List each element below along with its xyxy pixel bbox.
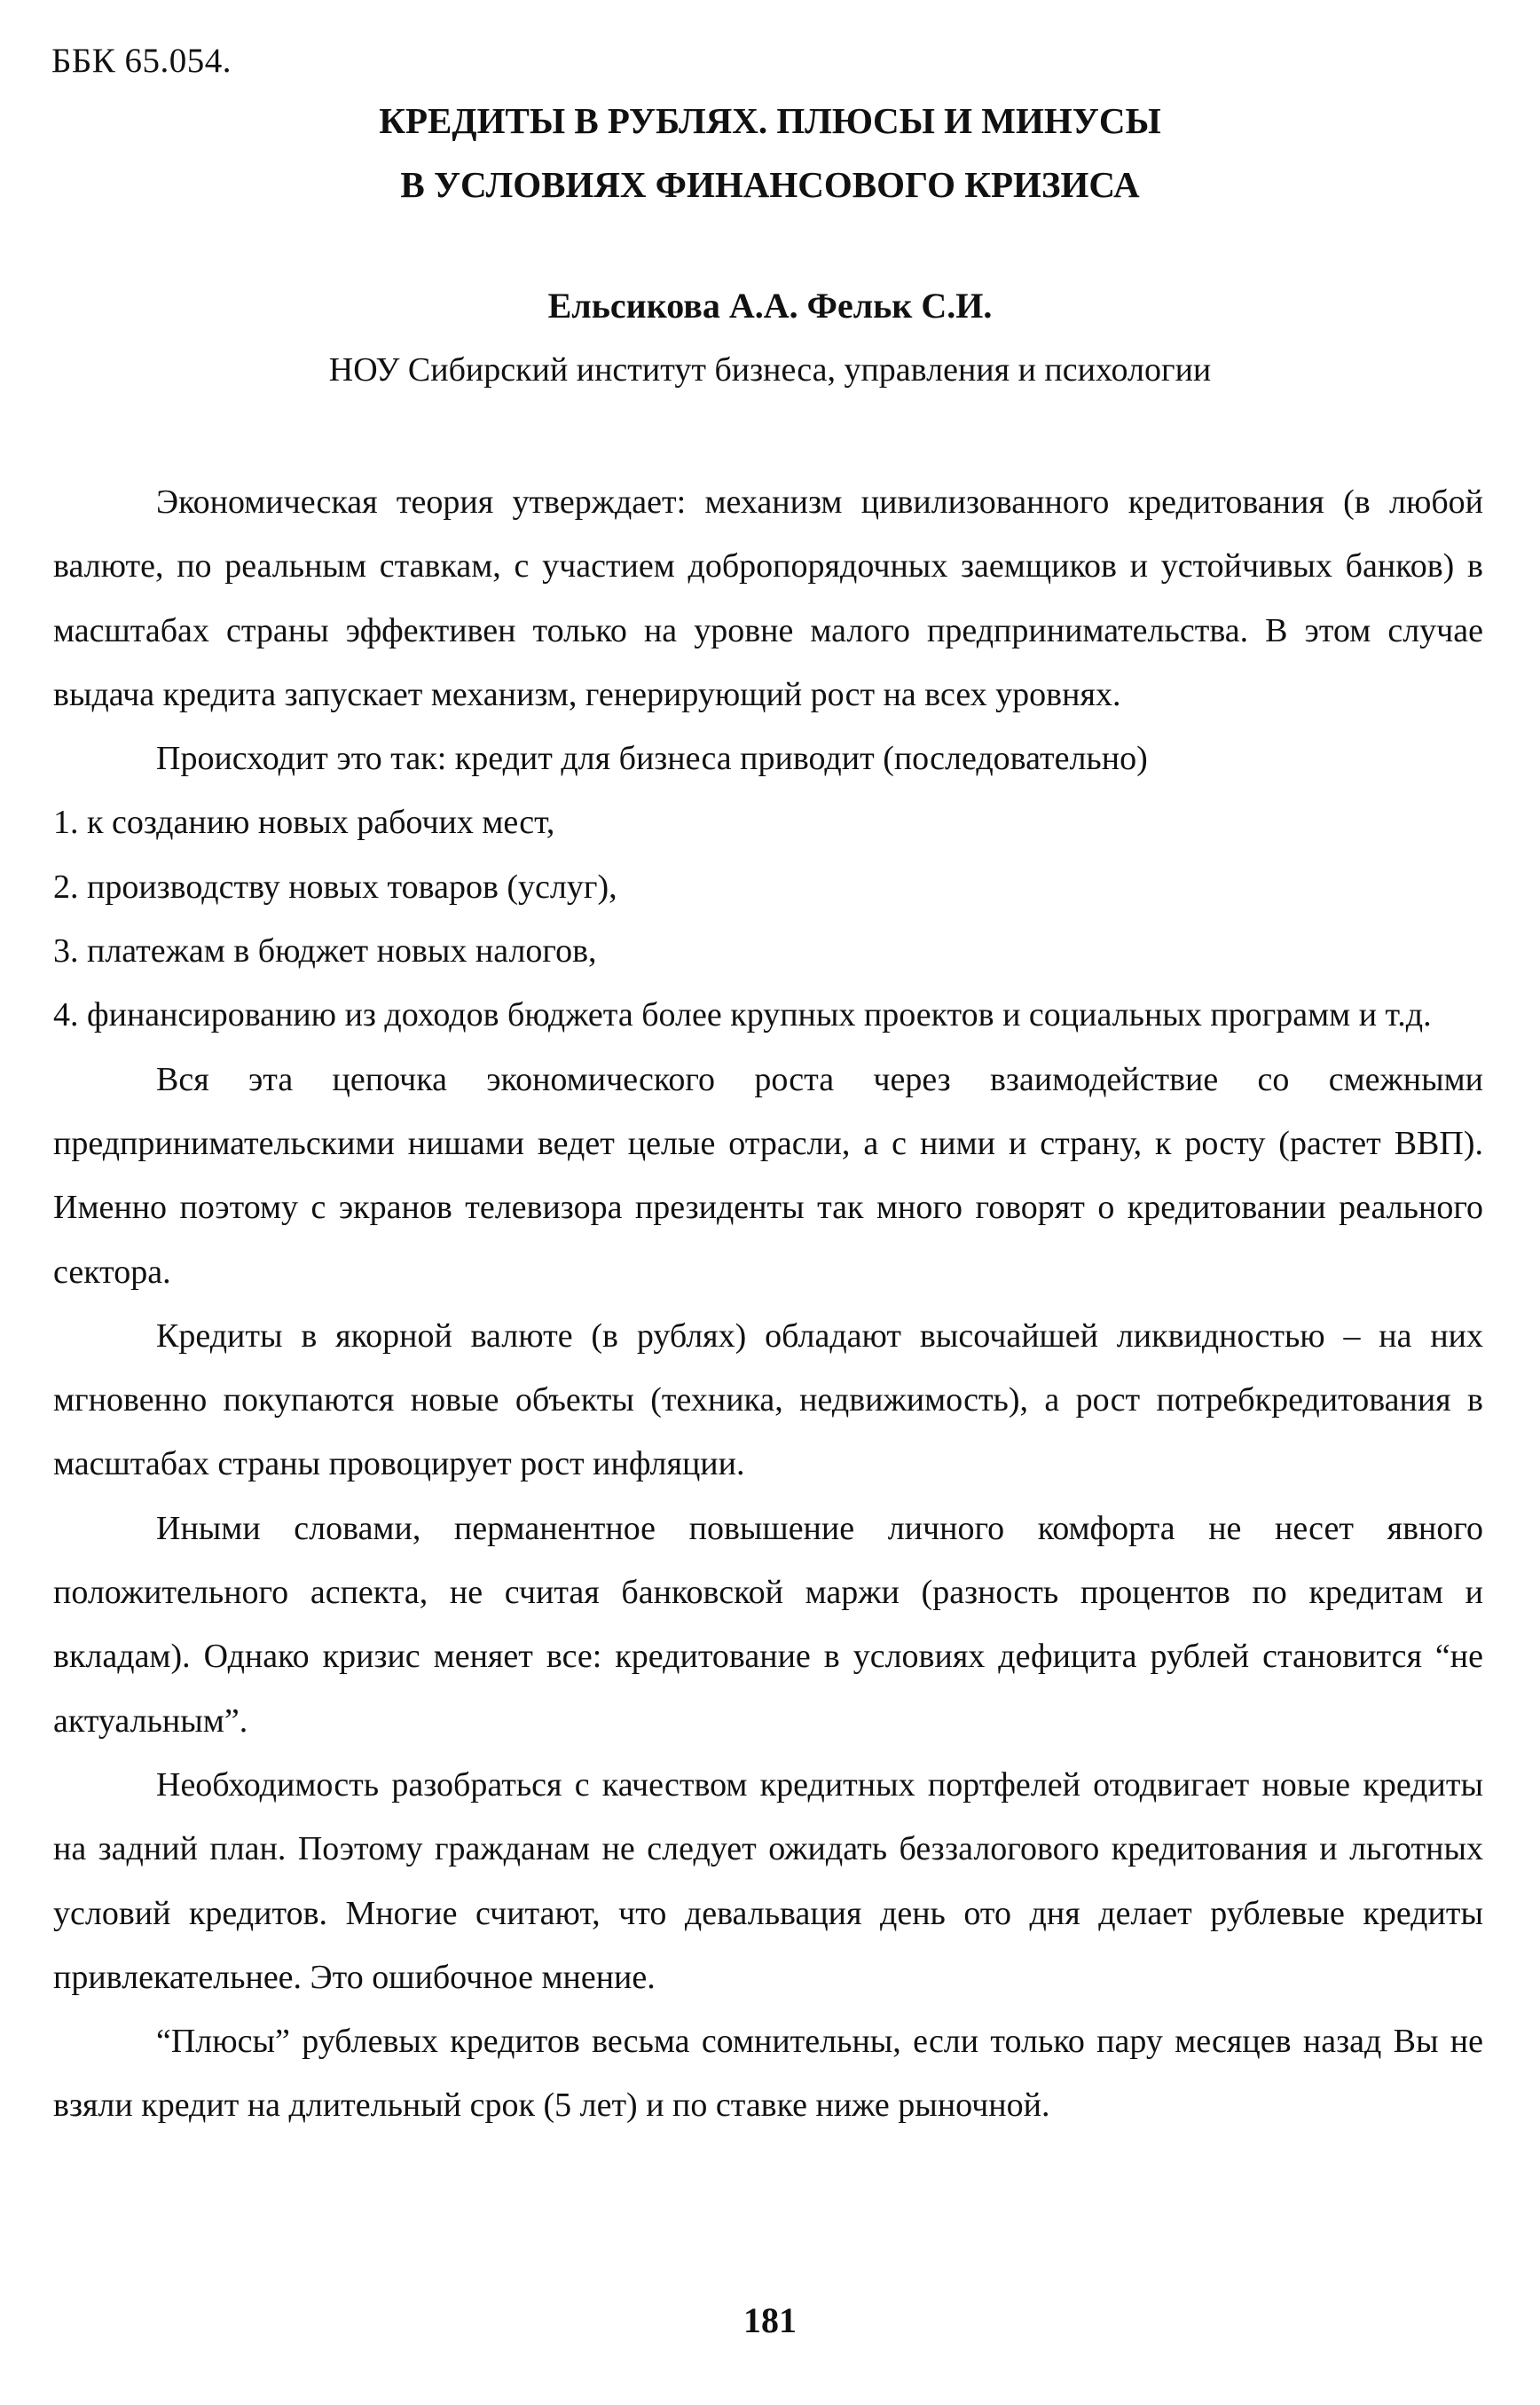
page-number: 181 bbox=[743, 2300, 797, 2340]
authors: Ельсикова А.А. Фельк С.И. bbox=[547, 286, 993, 326]
list-item-3: 3. платежам в бюджет новых налогов, bbox=[53, 932, 597, 971]
article-body bbox=[53, 470, 1483, 2138]
title-line-2: В УСЛОВИЯХ ФИНАНСОВОГО КРИЗИСА bbox=[400, 164, 1140, 205]
affiliation: НОУ Сибирский институт бизнеса, управления и психологии bbox=[328, 351, 1212, 389]
list-item-2: 2. производству новых товаров (услуг), bbox=[53, 868, 617, 906]
paragraph-4: Кредиты в якорной валюте (в рублях) обладают высочайшей ликвидностью – на них мгновенно покупаются новые объекты (техника, недвижимость), а рост потребкредитования в масштабах страны провоцирует рост инфляции. bbox=[53, 1316, 1483, 1483]
title-line-1: КРЕДИТЫ В РУБЛЯХ. ПЛЮСЫ И МИНУСЫ bbox=[379, 100, 1161, 141]
paragraph-2: Происходит это так: кредит для бизнеса приводит (последовательно) bbox=[156, 740, 1148, 778]
paragraph-3: Вся эта цепочка экономического роста через взаимодействие со смежными предпринимательскими нишами ведет целые отрасли, а с ними и страну, к росту (растет ВВП). Именно поэтому с экранов телевизора президенты так много говорят о кредитовании реального сектора. bbox=[53, 1060, 1483, 1291]
paragraph-1: Экономическая теория утверждает: механизм цивилизованного кредитования (в любой валюте, по реальным ставкам, с участием добропорядочных заемщиков и устойчивых банков) в масштабах страны эффективен только на уровне малого предпринимательства. В этом случае выдача кредита запускает механизм, генерирующий рост на всех уровнях. bbox=[53, 483, 1483, 713]
bbk-code: ББК 65.054. bbox=[51, 42, 232, 80]
paragraph-5: Иными словами, перманентное повышение личного комфорта не несет явного положительного аспекта, не считая банковской маржи (разность процентов по кредитам и вкладам). Однако кризис меняет все: кредитование в условиях дефицита рублей становится “не актуальным”. bbox=[53, 1509, 1483, 1740]
paragraph-7: “Плюсы” рублевых кредитов весьма сомнительны, если только пару месяцев назад Вы не взяли кредит на длительный срок (5 лет) и по ставке ниже рыночной. bbox=[53, 2023, 1483, 2125]
list-item-4: 4. финансированию из доходов бюджета более крупных проектов и социальных программ и т.д. bbox=[53, 996, 1432, 1034]
article-title bbox=[0, 89, 1540, 216]
list-item-1: 1. к созданию новых рабочих мест, bbox=[53, 804, 555, 842]
paragraph-6: Необходимость разобраться с качеством кредитных портфелей отодвигает новые кредиты на задний план. Поэтому гражданам не следует ожидать беззалогового кредитования и льготных условий кредитов. Многие считают, что девальвация день ото дня делает рублевые кредиты привлекательнее. Это ошибочное мнение. bbox=[53, 1765, 1483, 1996]
